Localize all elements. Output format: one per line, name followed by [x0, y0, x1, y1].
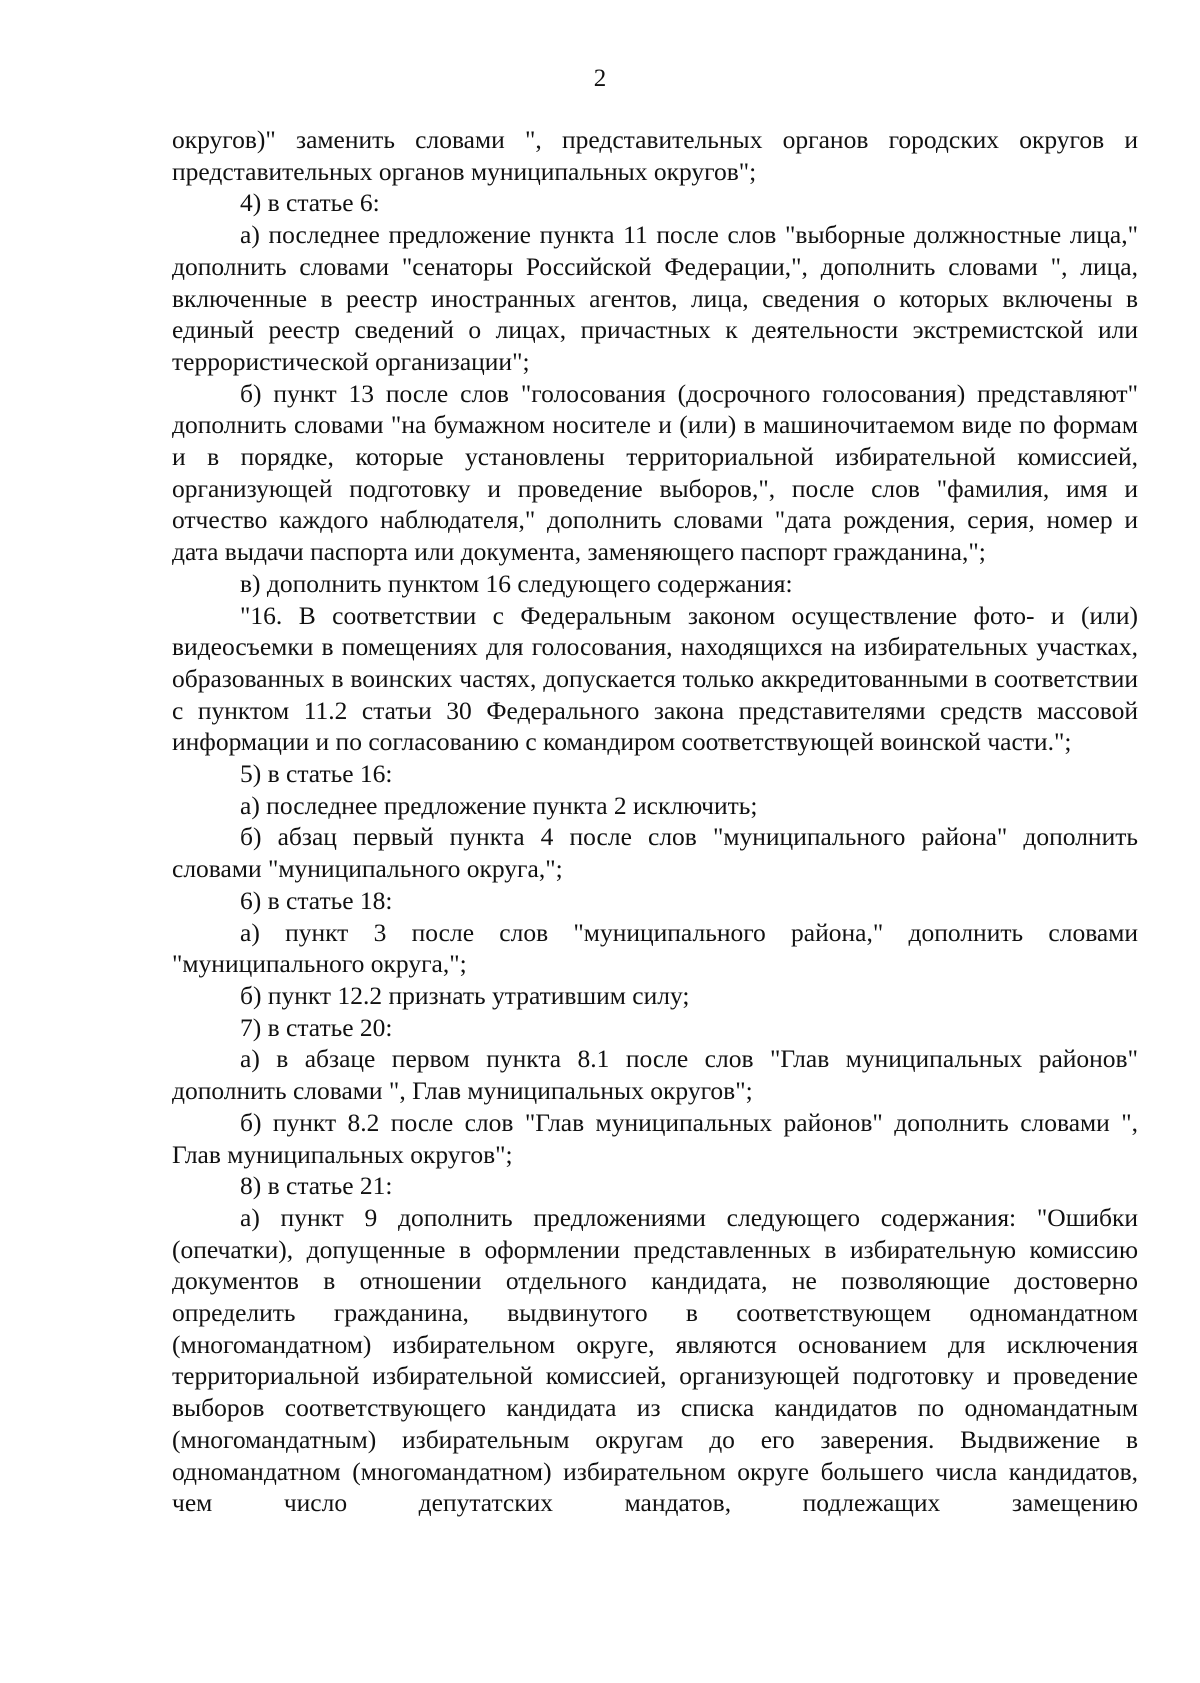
- document-body: [172, 124, 1138, 1519]
- page-number: 2: [593, 65, 607, 92]
- paragraph-item-5a: а) последнее предложение пункта 2 исключить;: [240, 790, 758, 820]
- paragraph-item-4v: в) дополнить пунктом 16 следующего содержания:: [240, 568, 793, 598]
- paragraph-item-6b: б) пункт 12.2 признать утратившим силу;: [240, 980, 690, 1010]
- paragraph-item-8: 8) в статье 21:: [240, 1171, 393, 1201]
- paragraph-continuation: округов)" заменить словами ", представительных органов городских округов и представительных органов муниципальных округов";: [172, 125, 1138, 186]
- paragraph-item-6: 6) в статье 18:: [240, 885, 393, 915]
- paragraph-item-4b: б) пункт 13 после слов "голосования (досрочного голосования) представляют" дополнить словами "на бумажном носителе и (или) в машиночитаемом виде по формам и в порядке, которые установлены территориальной избирательной комиссией, организующей подготовку и проведение выборов,", после слов "фамилия, имя и отчество каждого наблюдателя," дополнить словами "дата рождения, серия, номер и дата выдачи паспорта или документа, заменяющего паспорт гражданина,";: [172, 378, 1138, 567]
- paragraph-item-7: 7) в статье 20:: [240, 1012, 393, 1042]
- paragraph-item-5: 5) в статье 16:: [240, 759, 393, 789]
- paragraph-item-7a: а) в абзаце первом пункта 8.1 после слов "Глав муниципальных районов" дополнить словами ", Глав муниципальных округов";: [172, 1044, 1138, 1106]
- paragraph-item-6a: а) пункт 3 после слов "муниципального района," дополнить словами "муниципального округа,";: [172, 917, 1138, 979]
- paragraph-item-5b: б) абзац первый пункта 4 после слов "муниципального района" дополнить словами "муниципального округа,";: [172, 822, 1138, 884]
- paragraph-quote-16: "16. В соответствии с Федеральным законом осуществление фото- и (или) видеосъемки в помещениях для голосования, находящихся на избирательных участках, образованных в воинских частях, допускается только аккредитованными в соответствии с пунктом 11.2 статьи 30 Федерального закона представителями средств массовой информации и по согласованию с командиром соответствующей воинской части.";: [172, 600, 1138, 757]
- paragraph-item-8a: а) пункт 9 дополнить предложениями следующего содержания: "Ошибки (опечатки), допущенные в оформлении представленных в избирательную комиссию документов в отношении отдельного кандидата, не позволяющие достоверно определить гражданина, выдвинутого в соответствующем одномандатном (многомандатном) избирательном округе, являются основанием для исключения территориальной избирательной комиссией, организующей подготовку и проведение выборов соответствующего кандидата из списка кандидатов по одномандатным (многомандатным) избирательным округам до его заверения. Выдвижение в одномандатном (многомандатном) избирательном округе большего числа кандидатов, чем число депутатских мандатов, подлежащих замещению: [172, 1202, 1138, 1518]
- paragraph-item-7b: б) пункт 8.2 после слов "Глав муниципальных районов" дополнить словами ", Глав муниципальных округов";: [172, 1107, 1138, 1169]
- paragraph-item-4a: а) последнее предложение пункта 11 после слов "выборные должностные лица," дополнить словами "сенаторы Российской Федерации,", дополнить словами ", лица, включенные в реестр иностранных агентов, лица, сведения о которых включены в единый реестр сведений о лицах, причастных к деятельности экстремистской или террористической организации";: [172, 220, 1138, 376]
- paragraph-item-4: 4) в статье 6:: [240, 188, 380, 218]
